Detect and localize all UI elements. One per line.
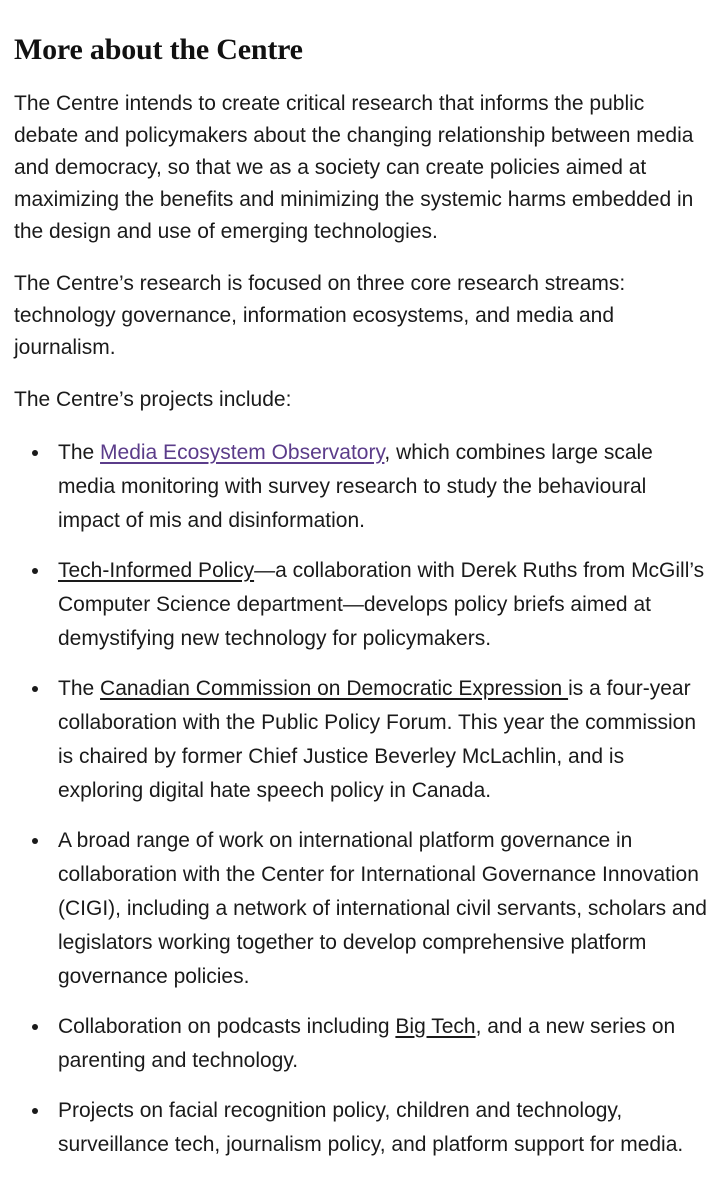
projects-intro-paragraph: The Centre’s projects include: (14, 388, 292, 411)
bullet-dot-icon (32, 1108, 38, 1114)
list-item-text-after: is a four-year collaboration with the Public Policy Forum. This year the commission is chaired by former Chief Justice Beverley McLachlin, and is exploring digital hate speech policy in Canada. (58, 677, 697, 802)
list-item-text: A broad range of work on international platform governance in collaboration with the Center for International Governance Innovation (CIGI), including a network of international civil servants, scholars and legislators working together to develop comprehensive platform governance policies. (58, 829, 707, 988)
list-item-podcasts (14, 1010, 707, 1078)
list-item-text-after: , which combines large scale media monitoring with survey research to study the behavioural impact of mis and disinformation. (58, 441, 653, 532)
list-item-text-before: Collaboration on podcasts including (58, 1015, 396, 1038)
bullet-dot-icon (32, 686, 38, 692)
list-item-text-after: —a collaboration with Derek Ruths from McGill’s Computer Science department—develops policy briefs aimed at demystifying new technology for policymakers. (58, 559, 705, 650)
bullet-dot-icon (32, 568, 38, 574)
research-streams-paragraph: The Centre’s research is focused on three core research streams: technology governance, information ecosystems, and media and journalism. (14, 272, 626, 359)
big-tech-link[interactable]: Big Tech (395, 1015, 476, 1038)
list-item-text: Projects on facial recognition policy, children and technology, surveillance tech, journalism policy, and platform support for media. (58, 1099, 684, 1156)
list-item-text-after: , and a new series on parenting and technology. (58, 1015, 676, 1072)
list-item-other-projects (14, 1094, 707, 1162)
tech-informed-policy-link[interactable]: Tech-Informed Policy (58, 559, 255, 582)
bullet-dot-icon (32, 450, 38, 456)
projects-list (14, 436, 707, 1162)
intro-paragraph: The Centre intends to create critical research that informs the public debate and policymakers about the changing relationship between media and democracy, so that we as a society can create policies aimed at maximizing the benefits and minimizing the systemic harms embedded in the design and use of emerging technologies. (14, 92, 694, 243)
bullet-dot-icon (32, 838, 38, 844)
bullet-dot-icon (32, 1024, 38, 1030)
section-heading: More about the Centre (14, 33, 303, 66)
list-item-canadian-commission (14, 672, 707, 808)
canadian-commission-link[interactable]: Canadian Commission on Democratic Expression (100, 677, 569, 700)
list-item-text-before: The (58, 441, 101, 464)
list-item-tech-informed-policy (14, 554, 707, 656)
list-item-text-before: The (58, 677, 101, 700)
list-item-platform-governance (14, 824, 707, 994)
media-ecosystem-observatory-link[interactable]: Media Ecosystem Observatory (100, 441, 385, 464)
list-item-media-ecosystem-observatory (14, 436, 707, 538)
